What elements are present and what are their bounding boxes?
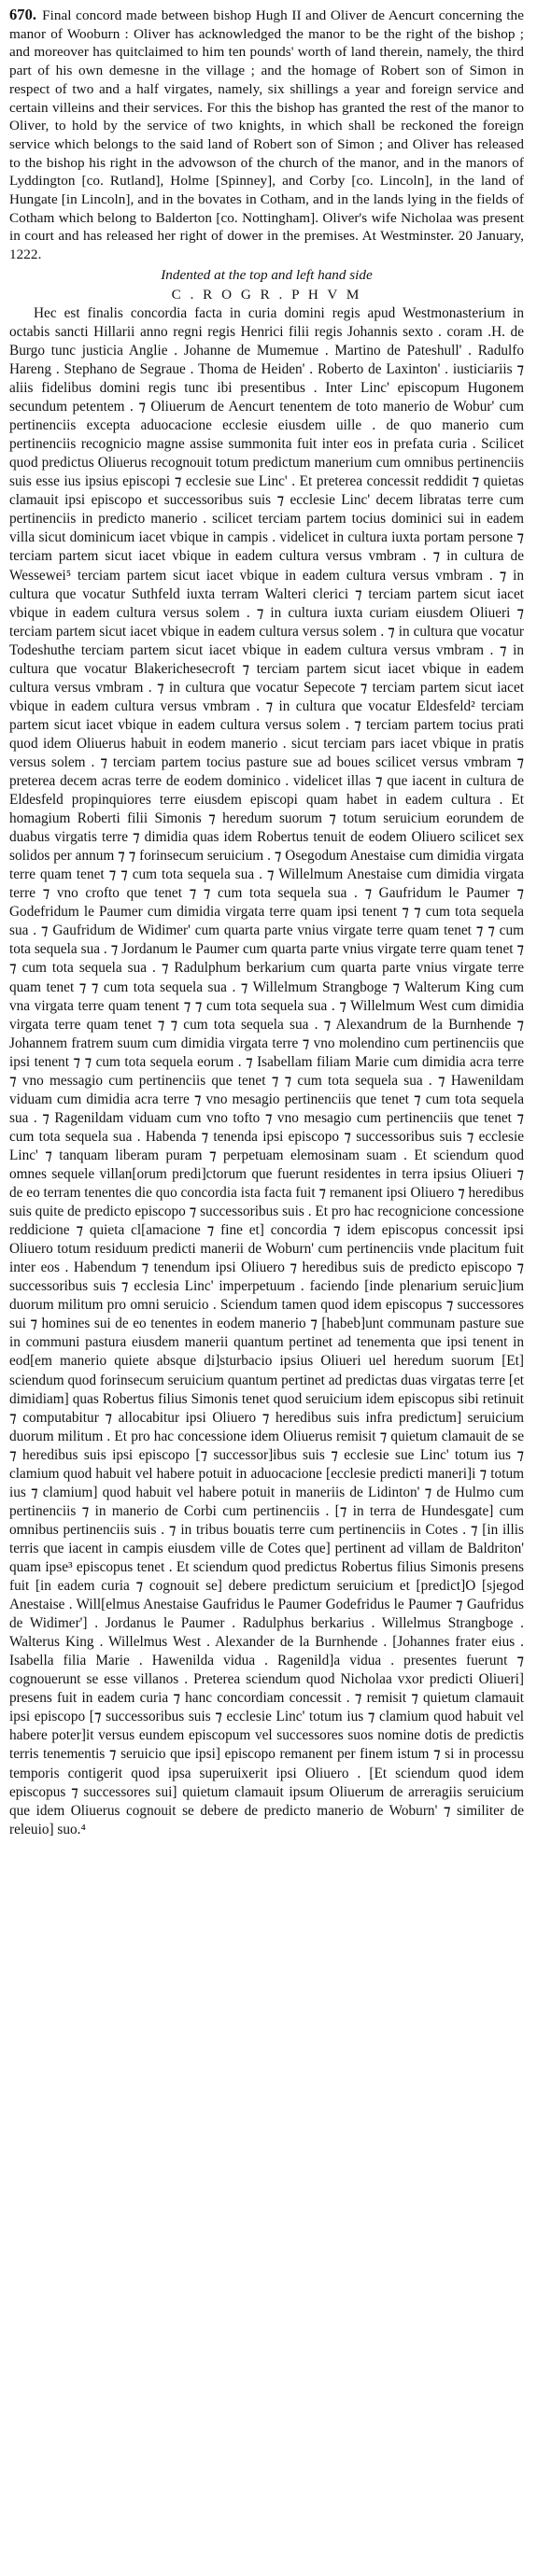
latin-charter-text: Hec est finalis concordia facta in curia domini regis apud Westmonasterium in octabis sancti Hillarii anno regni regis Henrici filii regis Johannis sexto . coram .H. de Burgo tunc justicia Anglie . Johanne de Mumemue . Martino de Pateshull' . Radulfo Hareng . Stephano de Segraue . Thoma de Heiden' . Roberto de Laxinton' . iusticiariis ⁊ aliis fidelibus domini regis tunc ibi presentibus . Inter Linc' episcopum Hugonem secundum petentem . ⁊ Oliuerum de Aencurt tenentem de toto manerio de Wobur' cum pertinenciis excepta aduocacione ecclesie eiusdem uille . de quo manerio cum pertinenciis recognicio magne assise summonita fuit inter eos in prefata curia . Scilicet quod predictus Oliuerus recognouit totum predictum manerium cum omnibus pertinenciis suis esse ius ipsius episcopi ⁊ ecclesie sue Linc' . Et preterea concessit reddidit ⁊ quietas clamauit ipsi episcopo et successoribus suis ⁊ ecclesie Linc' decem libratas terre cum pertinenciis in predicto manerio . scilicet terciam partem tocius dominici sui in eadem villa sicut dominicum iacet vbique in campis . videlicet in cultura iuxta portam persone ⁊ terciam partem sicut iacet vbique in eadem cultura versus vmbram . ⁊ in cultura de Wessewei⁵ terciam partem sicut iacet vbique in eadem cultura versus vmbram . ⁊ in cultura que vocatur Suthfeld iuxta terram Walteri clerici ⁊ terciam partem sicut iacet vbique in eadem cultura versus solem . ⁊ in cultura iuxta curiam eiusdem Oliueri ⁊ terciam partem sicut iacet vbique in eadem cultura versus solem . ⁊ in cultura que vocatur Todeshuthe terciam partem sicut iacet vbique in eadem cultura versus vmbram . ⁊ in cultura que vocatur Blakerichesecroft ⁊ terciam partem sicut iacet vbique in eadem cultura versus vmbram . ⁊ in cultura que vocatur Sepecote ⁊ terciam partem sicut iacet vbique in eadem cultura versus vmbram . ⁊ in cultura que vocatur Eldesfeld² terciam partem sicut iacet vbique in eadem cultura versus solem . ⁊ terciam partem tocius prati quod idem Oliuerus habuit in eodem manerio . sicut terciam pars iacet vbique in pratis versus solem . ⁊ terciam partem tocius pasture sue ad boues scilicet versus vmbram ⁊ preterea decem acras terre de eodem dominico . videlicet illas ⁊ que iacent in cultura de Eldesfeld propinquiores terre eiusdem episcopi quam habet in eadem cultura . Et homagium Roberti filii Simonis ⁊ heredum suorum ⁊ totum seruicium eorundem de duabus virgatis terre ⁊ dimidia quas idem Robertus tenuit de eodem Oliuero scilicet sex solidos per annum ⁊ ⁊ forinsecum seruicium . ⁊ Osegodum Anestaise cum dimidia virgata terre quam tenet ⁊ ⁊ cum tota sequela sua . ⁊ Willelmum Anestaise cum dimidia virgata terre ⁊ vno crofto que tenet ⁊ ⁊ cum tota sequela sua . ⁊ Gaufridum le Paumer ⁊ Godefridum le Paumer cum dimidia virgata terre quam ipsi tenent ⁊ ⁊ cum tota sequela sua . ⁊ Gaufridum de Widimer' cum quarta parte vnius virgate terre quam tenet ⁊ ⁊ cum tota sequela sua . ⁊ Jordanum le Paumer cum quarta parte vnius virgate terre quam tenet ⁊ ⁊ cum tota sequela sua . ⁊ Radulphum berkarium cum quarta parte vnius virgate terre quam tenet ⁊ ⁊ cum tota sequela sua . ⁊ Willelmum Strangboge ⁊ Walterum King cum vna virgata terre quam tenent ⁊ ⁊ cum tota sequela sua . ⁊ Willelmum West cum dimidia virgata terre quam tenet ⁊ ⁊ cum tota sequela sua . ⁊ Alexandrum de la Burnhende ⁊ Johannem fratrem suum cum dimidia virgata terre ⁊ vno molendino cum pertinenciis que ipsi tenent ⁊ ⁊ cum tota sequela eorum . ⁊ Isabellam filiam Marie cum dimidia acra terre ⁊ vno messagio cum pertinenciis que tenet ⁊ ⁊ cum tota sequela sua . ⁊ Hawenildam viduam cum dimidia acra terre ⁊ vno mesagio pertinenciis que tenet ⁊ cum tota sequela sua . ⁊ Ragenildam viduam cum vno tofto ⁊ vno mesagio cum pertinenciis que tenet ⁊ cum tota sequela sua . Habenda ⁊ tenenda ipsi episcopo ⁊ successoribus suis ⁊ ecclesie Linc' ⁊ tanquam liberam puram ⁊ perpetuam elemosinam suam . Et sciendum quod omnes sequele villan[orum predi]ctorum que fuerunt residentes in terra ipsius Oliueri ⁊ de eo terram tenentes die quo concordia ista facta fuit ⁊ remanent ipsi Oliuero ⁊ heredibus suis quite de predicto episcopo ⁊ successoribus suis . Et pro hac recognicione concessione reddicione ⁊ quieta cl[amacione ⁊ fine et] concordia ⁊ idem episcopus concessit ipsi Oliuero totum residuum predicti manerii de Woburn' cum pertinenciis vnde placitum fuit inter eos . Habendum ⁊ tenendum ipsi Oliuero ⁊ heredibus suis de predicto episcopo ⁊ successoribus suis ⁊ ecclesia Linc' imperpetuum . faciendo [inde plenarium seruic]ium duorum militum pro omni seruicio . Sciendum tamen quod idem episcopus ⁊ successores sui ⁊ homines sui de eo tenentes in eodem manerio ⁊ [habeb]unt communam pasture sue in communi pastura eiusdem manerii quantum pertinet ad tenementa que ipsi tenent in eod[em manerio quiete absque di]sturbacio ipsius Oliueri uel heredum suorum [Et] sciendum quod forinsecum seruicium quantum pertinet ad predictas duas virgatas terre [et dimidiam] quas Robertus filius Simonis tenet quod seruicium idem episcopus sibi retinuit ⁊ computabitur ⁊ allocabitur ipsi Oliuero ⁊ heredibus suis infra predictum] seruicium duorum militum . Et pro hac concessione idem Oliuerus remisit ⁊ quietum clamauit de se ⁊ heredibus suis ipsi episcopo [⁊ successor]ibus suis ⁊ ecclesie sue Linc' totum ius ⁊ clamium quod habuit vel habere potuit in aduocacione [ecclesie predicti maneri]i ⁊ totum ius ⁊ clamium] quod habuit vel habere potuit in maneriis de Lidinton' ⁊ de Hulmo cum pertinenciis ⁊ in manerio de Corbi cum pertinenciis . [⁊ in terra de Hundesgate] cum omnibus pertinenciis suis . ⁊ in tribus bouatis terre cum pertinenciis in Cotes . ⁊ [in illis terris que iacent in campis eiusdem ville de Cotes que] pertinent ad villam de Baldriton' quam ipse³ episcopus tenet . Et sciendum quod predictus Robertus filius Simonis presens fuit [in eadem curia ⁊ cognouit se] debere predictum seruicium et [predict]O [sjegod Anestaise . Will[elmus Anestaise Gaufridus le Paumer Godefridus le Paumer ⁊ Gaufridus de Widimer'] . Jordanus le Paumer . Radulphus berkarius . Willelmus Strangboge . Walterus King . Willelmus West . Alexander de la Burnhende . [Johannes frater eius . Isabella filia Marie . Hawenilda vidua . Ragenild]a vidua . presentes fuerunt ⁊ cognouerunt se esse villanos . Preterea sciendum quod Nicholaa vxor predicti Oliueri] presens fuit in eadem curia ⁊ hanc concordiam concessit . ⁊ remisit ⁊ quietum clamauit ipsi episcopo [⁊ successoribus suis ⁊ ecclesie Linc' totum ius ⁊ clamium quod habuit vel habere poter]it versus eundem episcopum vel successores suos nomine dotis de predictis terris tenementis ⁊ seruicio que ipsi] episcopo remanent per finem istum ⁊ si in processu temporis contigerit quod ipsa superuixerit ipsi Oliuero . [Et sciendum quod idem episcopus ⁊ successores sui] quietum clamauit ipsum Oliuerum de arreragiis seruicium que idem Oliuerus cognouit se debere de predicto manerio de Woburn' ⁊ similiter de releuio] suo.⁴ (9, 304, 524, 1837)
entry-summary (9, 6, 524, 264)
entry-number: 670. (9, 6, 37, 23)
chirograph-heading: C . R O G R . P H V M (171, 286, 362, 303)
indent-note: Indented at the top and left hand side (161, 266, 373, 283)
entry-summary-text: Final concord made between bishop Hugh II and Oliver de Aencurt concerning the manor of Wooburn : Oliver has acknowledged the manor to be the right of the bishop ; and moreover has quitclaimed to him ten pounds' worth of land therein, namely, the third part of his own demesne in the village ; and the homage of Robert son of Simon in respect of two and a half virgates, namely, six shillings a year and foreign service and certain villeins and their services. For this the bishop has granted the rest of the manor to Oliver, to hold by the service of two knights, in which shall be reckoned the foreign service which belongs to the said land of Robert son of Simon ; and Oliver has released to the bishop his right in the advowson of the church of the manor, and in the manors of Lyddington [co. Rutland], Holme [Spinney], and Corby [co. Lincoln], in the land of Hungate [in Lincoln], and in the bovates in Cotham, and in the lands lying in the fields of Cotham which belong to Balderton [co. Nottingham]. Oliver's wife Nicholaa was present in court and has released her right of dower in the premises. At Westminster. 20 January, 1222. (9, 7, 524, 263)
